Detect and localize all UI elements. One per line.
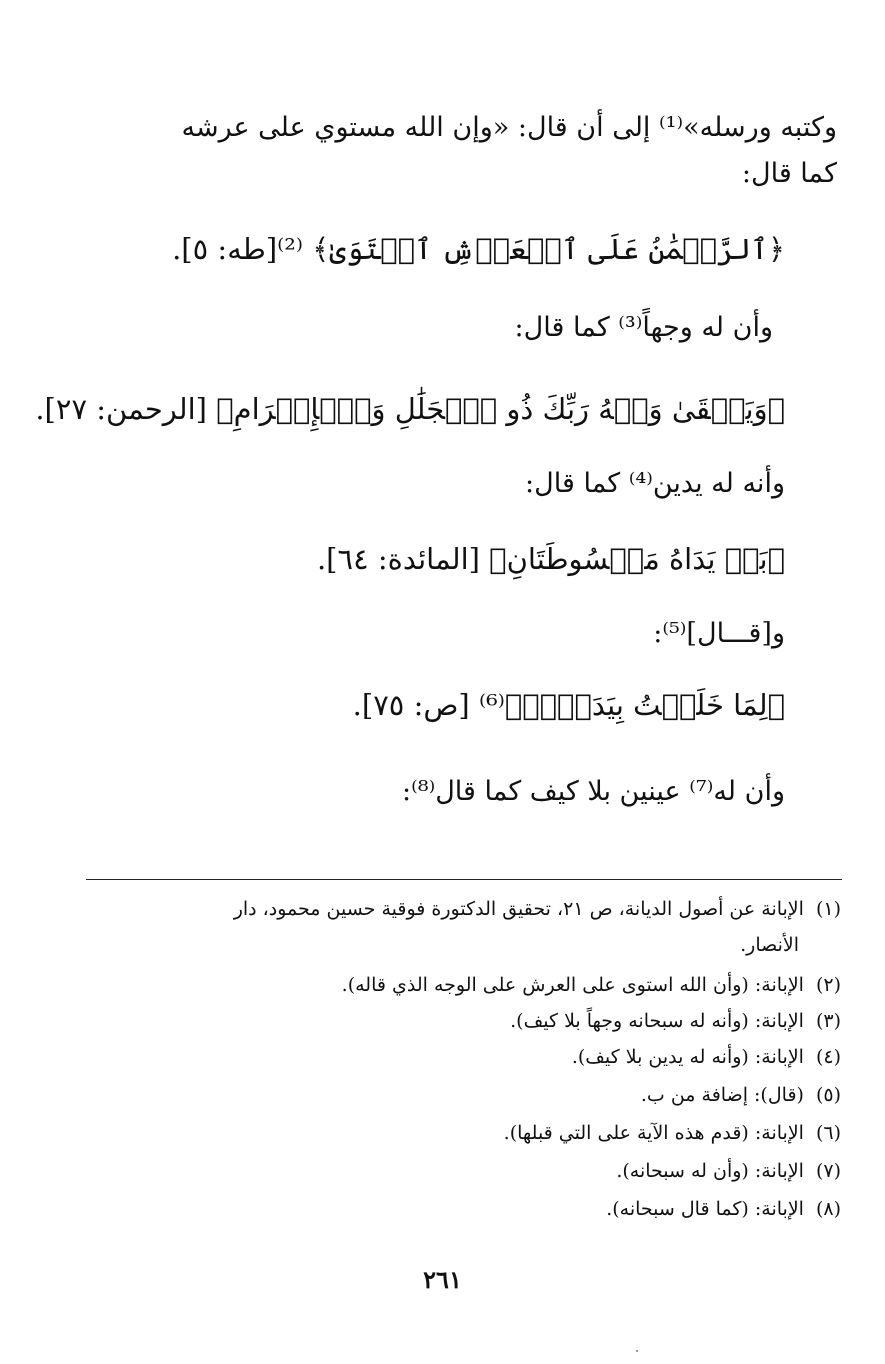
footnote-text: (قال): إضافة من ب. [640,1084,804,1106]
footnote-number: (٨) [815,1198,841,1220]
scan-speck [636,1350,638,1352]
body-line-5: و[قـــال]⁽⁵⁾: [653,618,785,649]
page-number: ٢٦١ [423,1265,462,1294]
body-line-4: وأنه له يدين⁽⁴⁾ كما قال: [525,468,785,499]
footnote-divider [86,879,842,880]
footnote-text: الإبانة: (كما قال سبحانه). [606,1198,804,1220]
body-line-2: كما قال: [741,158,837,189]
footnote-4 [572,1046,841,1068]
footnote-text: الإبانة: (وأن له سبحانه). [616,1160,804,1182]
quran-verse-4: ﴿لِمَا خَلَقۡتُ بِيَدَيَّۖ﴾⁽⁶⁾ [ص: ٧٥]. [352,688,785,722]
body-line-1: وكتبه ورسله»⁽¹⁾ إلى أن قال: «وإن الله مستوي على عرشه [181,112,837,143]
footnote-6 [504,1122,841,1144]
footnote-7 [616,1160,841,1182]
footnote-2 [342,974,841,996]
body-line-3: وأن له وجهاً⁽³⁾ كما قال: [514,312,773,343]
footnote-5 [641,1084,841,1106]
footnote-number: (٧) [815,1160,841,1182]
footnote-number: (١) [815,898,841,920]
footnote-8 [606,1198,841,1220]
footnote-number: (٦) [815,1122,841,1144]
footnote-1-continuation: الأنصار. [740,934,799,956]
footnote-text: الإبانة: (وأن الله استوى على العرش على الوجه الذي قاله). [341,974,804,996]
footnote-text: الإبانة: (قدم هذه الآية على التي قبلها). [503,1122,804,1144]
footnote-text: الإبانة: (وأنه له يدين بلا كيف). [571,1046,804,1068]
footnote-1 [234,898,841,920]
body-line-6: وأن له⁽⁷⁾ عينين بلا كيف كما قال⁽⁸⁾: [402,776,785,807]
footnote-3 [510,1010,841,1032]
footnote-text: الإبانة عن أصول الديانة، ص ٢١، تحقيق الدكتورة فوقية حسين محمود، دار [233,898,804,920]
footnote-number: (٢) [815,974,841,996]
quran-verse-2: ﴿وَيَبۡقَىٰ وَجۡهُ رَبِّكَ ذُو ٱلۡجَلَٰلِ وَٱلۡإِكۡرَامِ﴾ [الرحمن: ٢٧]. [35,392,785,426]
footnote-text: الإبانة: (وأنه له سبحانه وجهاً بلا كيف). [510,1010,804,1032]
quran-verse-1: ﴿ٱلرَّحۡمَٰنُ عَلَى ٱلۡعَرۡشِ ٱسۡتَوَىٰ﴾ ⁽²⁾[طه: ٥]. [172,232,785,266]
footnote-number: (٥) [815,1084,841,1106]
footnote-number: (٤) [815,1046,841,1068]
quran-verse-3: ﴿بَلۡ يَدَاهُ مَبۡسُوطَتَانِ﴾ [المائدة: ٦٤]. [316,542,785,576]
footnote-number: (٣) [815,1010,841,1032]
